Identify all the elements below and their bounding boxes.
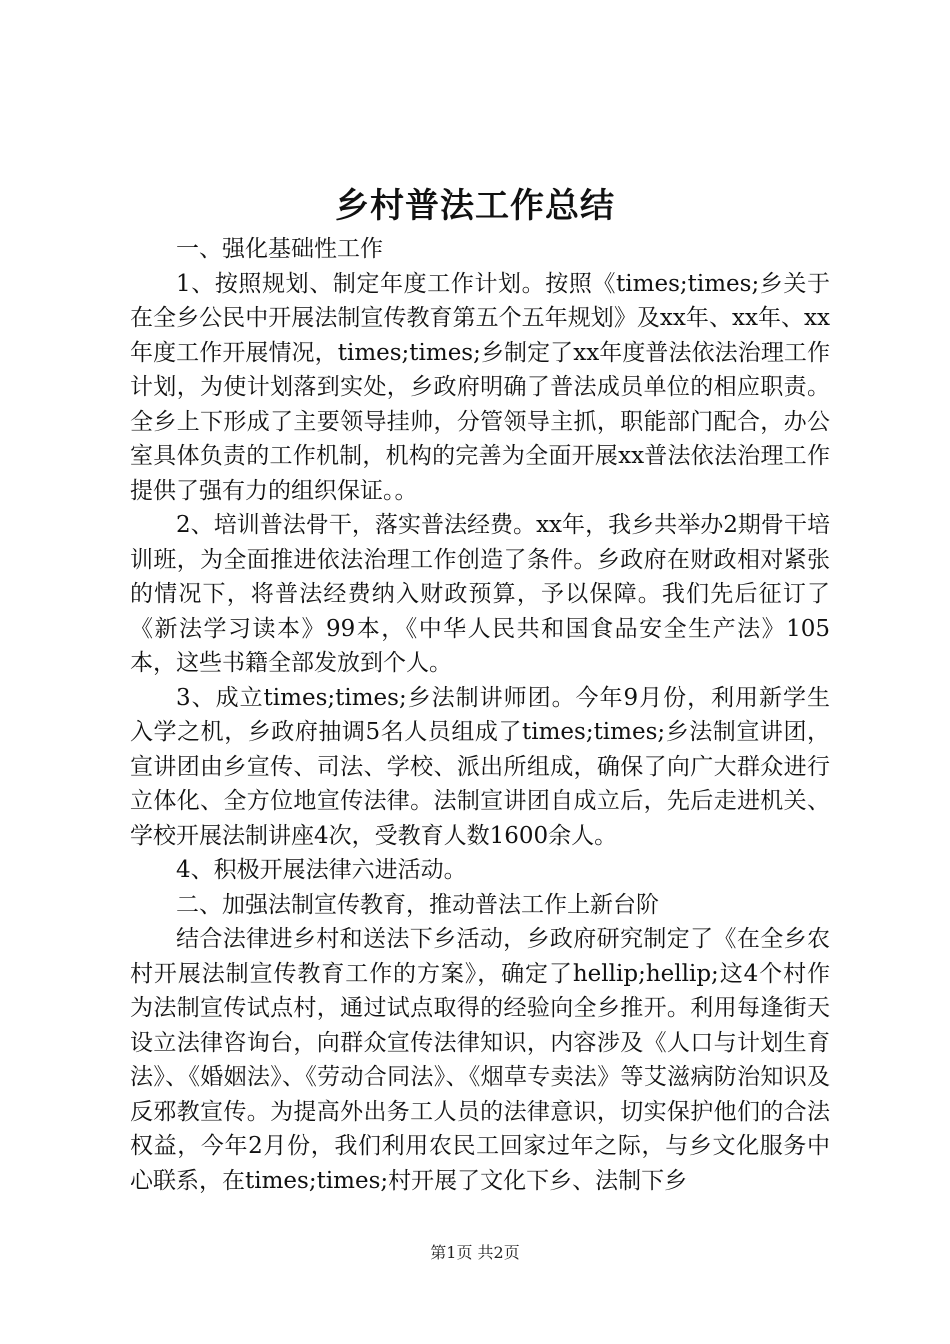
- paragraph-2: 2、培训普法骨干，落实普法经费。xx年，我乡共举办2期骨干培训班，为全面推进依法治理工作创造了条件。乡政府在财政相对紧张的情况下，将普法经费纳入财政预算，予以保障。我们先后征订了《新法学习读本》99本，《中华人民共和国食品安全生产法》105本，这些书籍全部发放到个人。: [130, 512, 830, 676]
- section-heading-1: 一、强化基础性工作: [176, 236, 383, 262]
- paragraph-4: 4、积极开展法律六进活动。: [176, 857, 467, 883]
- document-body: [130, 232, 830, 1198]
- paragraph-5: 结合法律进乡村和送法下乡活动，乡政府研究制定了《在全乡农村开展法制宣传教育工作的方案》，确定了hellip;hellip;这4个村作为法制宣传试点村，通过试点取得的经验向全乡推开。利用每逢街天设立法律咨询台，向群众宣传法律知识，内容涉及《人口与计划生育法》、《婚姻法》、《劳动合同法》、《烟草专卖法》等艾滋病防治知识及反邪教宣传。为提高外出务工人员的法律意识，切实保护他们的合法权益，今年2月份，我们利用农民工回家过年之际，与乡文化服务中心联系，在times;times;村开展了文化下乡、法制下乡: [130, 926, 830, 1194]
- paragraph-1: 1、按照规划、制定年度工作计划。按照《times;times;乡关于在全乡公民中开展法制宣传教育第五个五年规划》及xx年、xx年、xx年度工作开展情况，times;times;乡制定了xx年度普法依法治理工作计划，为使计划落到实处，乡政府明确了普法成员单位的相应职责。全乡上下形成了主要领导挂帅，分管领导主抓，职能部门配合，办公室具体负责的工作机制，机构的完善为全面开展xx普法依法治理工作提供了强有力的组织保证。。: [130, 270, 830, 504]
- page-number-footer: 第1页 共2页: [430, 1243, 520, 1262]
- paragraph-3: 3、成立times;times;乡法制讲师团。今年9月份，利用新学生入学之机，乡政府抽调5名人员组成了times;times;乡法制宣讲团，宣讲团由乡宣传、司法、学校、派出所组成，确保了向广大群众进行立体化、全方位地宣传法律。法制宣讲团自成立后，先后走进机关、学校开展法制讲座4次，受教育人数1600余人。: [130, 684, 830, 849]
- document-title: 乡村普法工作总结: [335, 186, 615, 226]
- section-heading-2: 二、加强法制宣传教育，推动普法工作上新台阶: [176, 891, 659, 918]
